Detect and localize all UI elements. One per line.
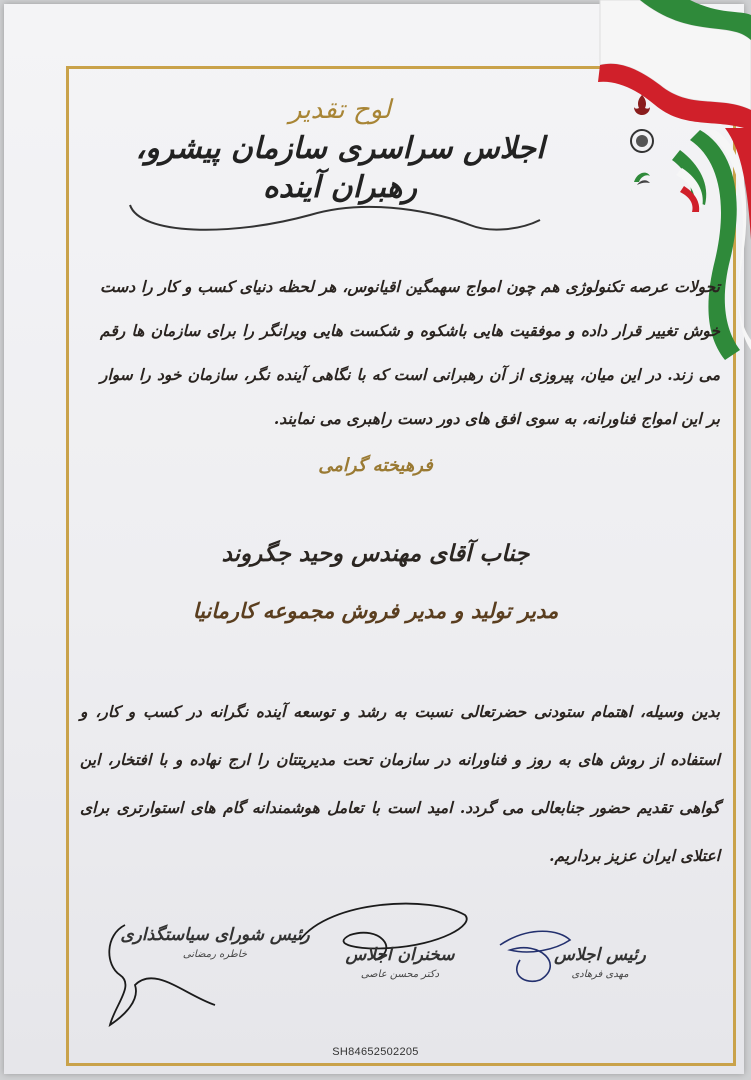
title-swash-flourish (110, 175, 580, 245)
organization-emblems (625, 92, 659, 190)
signature-chairman-name: مهدی فرهادی (571, 969, 629, 980)
signature-chairman-title: رئیس اجلاس (554, 945, 646, 965)
emblem-coat-of-arms-icon (629, 92, 655, 118)
title-small: لوح تقدیر (288, 95, 392, 125)
honor-label: فرهیخته گرامی (318, 455, 433, 476)
signature-policy-council (115, 925, 315, 960)
signature-speaker (300, 945, 500, 980)
signature-policy-title: رئیس شورای سیاستگذاری (120, 925, 310, 945)
signature-chairman (500, 945, 700, 980)
signature-speaker-title: سخنران اجلاس (345, 945, 455, 965)
title-main: اجلاس سراسری سازمان پیشرو، رهبران آینده (135, 131, 545, 205)
emblem-logo-icon (629, 164, 655, 190)
emblem-round-seal-icon (629, 128, 655, 154)
signature-speaker-name: دکتر محسن عاصی (360, 969, 440, 980)
recipient-role: مدیر تولید و مدیر فروش مجموعه کارمانیا (192, 598, 559, 623)
intro-paragraph: تحولات عرصه تکنولوژی هم چون امواج سهمگین اقیانوس، هر لحظه دنیای کسب و کار را دست خوش تغییر قرار داده و موفقیت هایی باشکوه و شکست هایی ویرانگر را برای سازمان ها رقم می زند. در این میان، پیروزی از آن رهبرانی است که با نگاهی آینده نگر، سازمان خود را سوار بر این امواج فناورانه، به سوی افق های دور دست راهبری می نمایند. (100, 277, 720, 428)
signature-policy-name: خاطره رمضانی (182, 949, 248, 960)
recipient-name: جناب آقای مهندس وحید جگروند (221, 540, 530, 567)
appreciation-paragraph: بدین وسیله، اهتمام ستودنی حضرتعالی نسبت به رشد و توسعه آینده نگرانه در کسب و کار، و استفاده از روش های به روز و فناورانه در سازمان تحت مدیریتتان را ارج نهاده و با افتخار، این گواهی تقدیم حضور جنابعالی می گردد. امید است با تعامل هوشمندانه گام های استوارتری برای اعتلای ایران عزیز برداریم. (80, 702, 720, 865)
serial-number: SH84652502205 (332, 1046, 419, 1058)
